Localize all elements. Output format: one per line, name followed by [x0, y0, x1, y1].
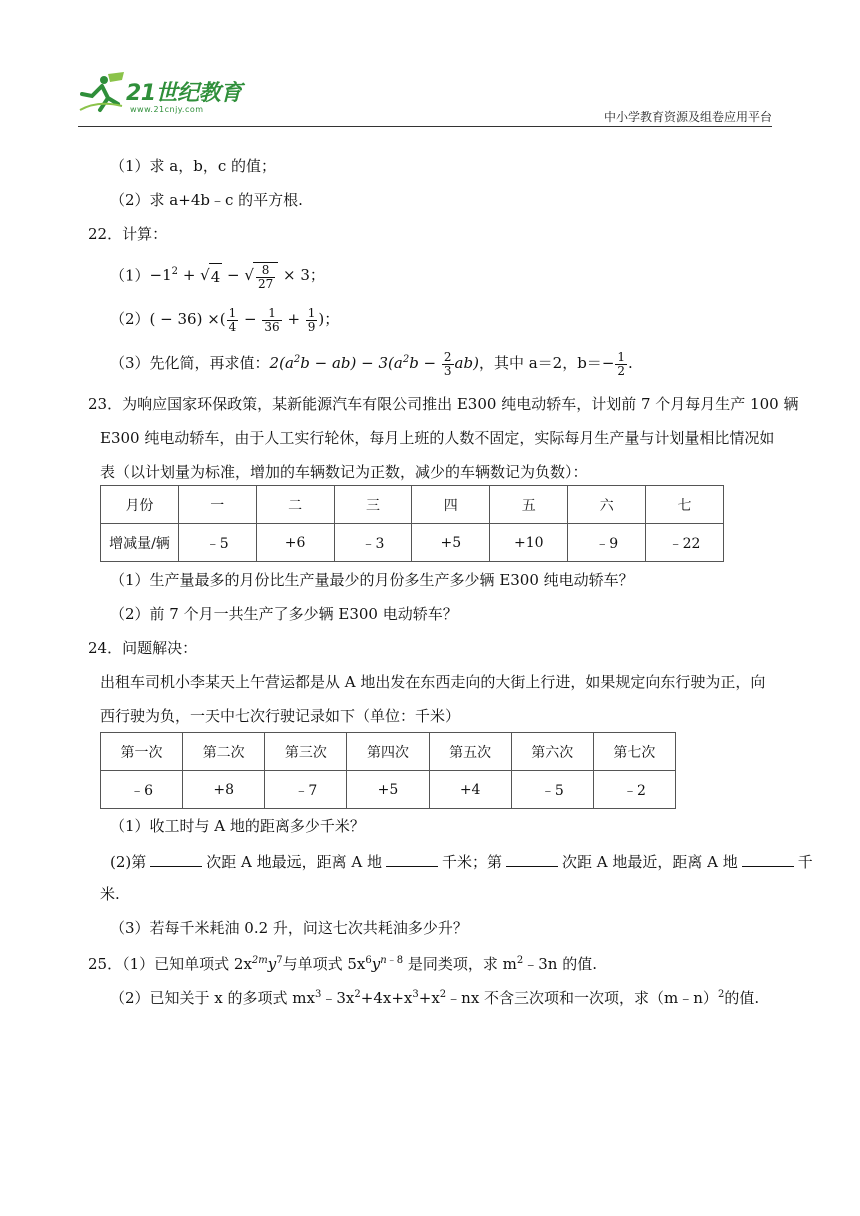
- q23-part1: （1）生产量最多的月份比生产量最少的月份多生产多少辆 E300 纯电动轿车？: [110, 571, 634, 589]
- q24-line2: 西行驶为负，一天中七次行驶记录如下（单位：千米）: [100, 707, 461, 725]
- q21-part2: （2）求 a+4b﹣c 的平方根.: [110, 191, 303, 209]
- q22-expr2: ( − 36) ×( $\frac{1}{4}$ − $\frac{1}{36}$ + $\frac{1}{9}$ )；: [149, 305, 340, 334]
- table-cell: ﹣5: [511, 771, 593, 809]
- table-cell: ﹣2: [593, 771, 675, 809]
- table-cell: +4: [429, 771, 511, 809]
- q23-line2: E300 纯电动轿车，由于人工实行轮休，每月上班的人数不固定，实际每月生产量与计划量相比情况如: [100, 429, 775, 447]
- table-cell: +10: [490, 524, 568, 562]
- table-row: [101, 524, 724, 562]
- table-cell: 第一次: [101, 733, 183, 771]
- table-cell: +5: [347, 771, 429, 809]
- answer-blank[interactable]: [150, 852, 202, 867]
- q22-part3: （3）先化简，再求值：$2(a^2b - ab) - 3(a^2b$ − $\frac{2}{3}$ ab)，其中 a＝2，b＝− $\frac{1}{2}$ .: [110, 349, 633, 378]
- table-cell: 第七次: [593, 733, 675, 771]
- q21-part1: （1）求 a，b，c 的值；: [110, 157, 277, 175]
- answer-blank[interactable]: [742, 852, 794, 867]
- table-cell: +5: [412, 524, 490, 562]
- table-cell: ﹣7: [265, 771, 347, 809]
- table-cell: 四: [412, 486, 490, 524]
- table-cell: 第六次: [511, 733, 593, 771]
- answer-blank[interactable]: [386, 852, 438, 867]
- table-cell: 五: [490, 486, 568, 524]
- q24-title: 24．问题解决：: [88, 639, 198, 657]
- table-cell: 三: [334, 486, 412, 524]
- table-cell: ﹣3: [334, 524, 412, 562]
- table-cell: ﹣5: [178, 524, 256, 562]
- page-header: [78, 68, 772, 128]
- table-cell: 一: [178, 486, 256, 524]
- q22-part2: （2）( − 36) ×( $\frac{1}{4}$ − $\frac{1}{36}$ + $\frac{1}{9}$ )；: [110, 305, 340, 334]
- answer-blank[interactable]: [506, 852, 558, 867]
- q24-part2-cont: 米.: [100, 885, 120, 903]
- table-cell: +8: [183, 771, 265, 809]
- table-cell: 二: [256, 486, 334, 524]
- table-cell: ﹣9: [568, 524, 646, 562]
- q24-part3: （3）若每千米耗油 0.2 升，问这七次共耗油多少升？: [110, 919, 468, 937]
- table-row: [101, 486, 724, 524]
- logo-url: www.21cnjy.com: [130, 105, 204, 114]
- table-cell: 月份: [101, 486, 179, 524]
- logo-text: 21世纪教育: [126, 81, 242, 106]
- table-cell: 第四次: [347, 733, 429, 771]
- q25-part2: （2）已知关于 x 的多项式 $mx^3﹣3x^2+4x+x^3+x^2﹣nx$ 不含三次项和一次项，求（m﹣n）$^2$的值.: [110, 989, 760, 1007]
- q22-expr3: $2(a^2b - ab) - 3(a^2b$ − $\frac{2}{3}$ ab): [269, 349, 479, 378]
- q24-line1: 出租车司机小李某天上午营运都是从 A 地出发在东西走向的大街上行进，如果规定向东行驶为正，向: [100, 673, 766, 691]
- q22-part1: $(1)-1^2 + √4$ − √ $\frac{8}{27}$ × 3；: [110, 262, 325, 291]
- q24-part1: （1）收工时与 A 地的距离多少千米？: [110, 817, 365, 835]
- table-cell: 第二次: [183, 733, 265, 771]
- platform-title: 中小学教育资源及组卷应用平台: [603, 110, 772, 124]
- runner-logo-icon: [78, 70, 128, 116]
- table-cell: 六: [568, 486, 646, 524]
- q24-part2: (2)第 次距 A 地最远，距离 A 地 千米；第 次距 A 地最近，距离 A 地 千: [110, 853, 813, 871]
- q23-line1: 23．为响应国家环保政策，某新能源汽车有限公司推出 E300 纯电动轿车，计划前 7 个月每月生产 100 辆: [88, 395, 799, 413]
- q25-part1: 25．（1）已知单项式 $2x^{2m}y^7$与单项式 $5x^6y^{n﹣8}$ 是同类项，求 $m^2﹣3n$ 的值.: [88, 955, 597, 973]
- table-cell: +6: [256, 524, 334, 562]
- q22-expr1: $-1^2 + √4$ − √ $\frac{8}{27}$ × 3；: [149, 262, 325, 291]
- table-row: [101, 771, 676, 809]
- q22-title: 22．计算：: [88, 225, 168, 243]
- table-row: [101, 733, 676, 771]
- q23-table: [100, 485, 724, 562]
- q23-part2: （2）前 7 个月一共生产了多少辆 E300 电动轿车？: [110, 605, 458, 623]
- table-cell: ﹣6: [101, 771, 183, 809]
- header-divider: [78, 126, 772, 127]
- logo: [78, 68, 268, 124]
- table-cell: 第三次: [265, 733, 347, 771]
- q23-line3: 表（以计划量为标准，增加的车辆数记为正数，减少的车辆数记为负数）：: [100, 463, 588, 481]
- table-cell: 第五次: [429, 733, 511, 771]
- q24-table: [100, 732, 676, 809]
- table-cell: 七: [646, 486, 724, 524]
- table-cell: 增减量/辆: [101, 524, 179, 562]
- table-cell: ﹣22: [646, 524, 724, 562]
